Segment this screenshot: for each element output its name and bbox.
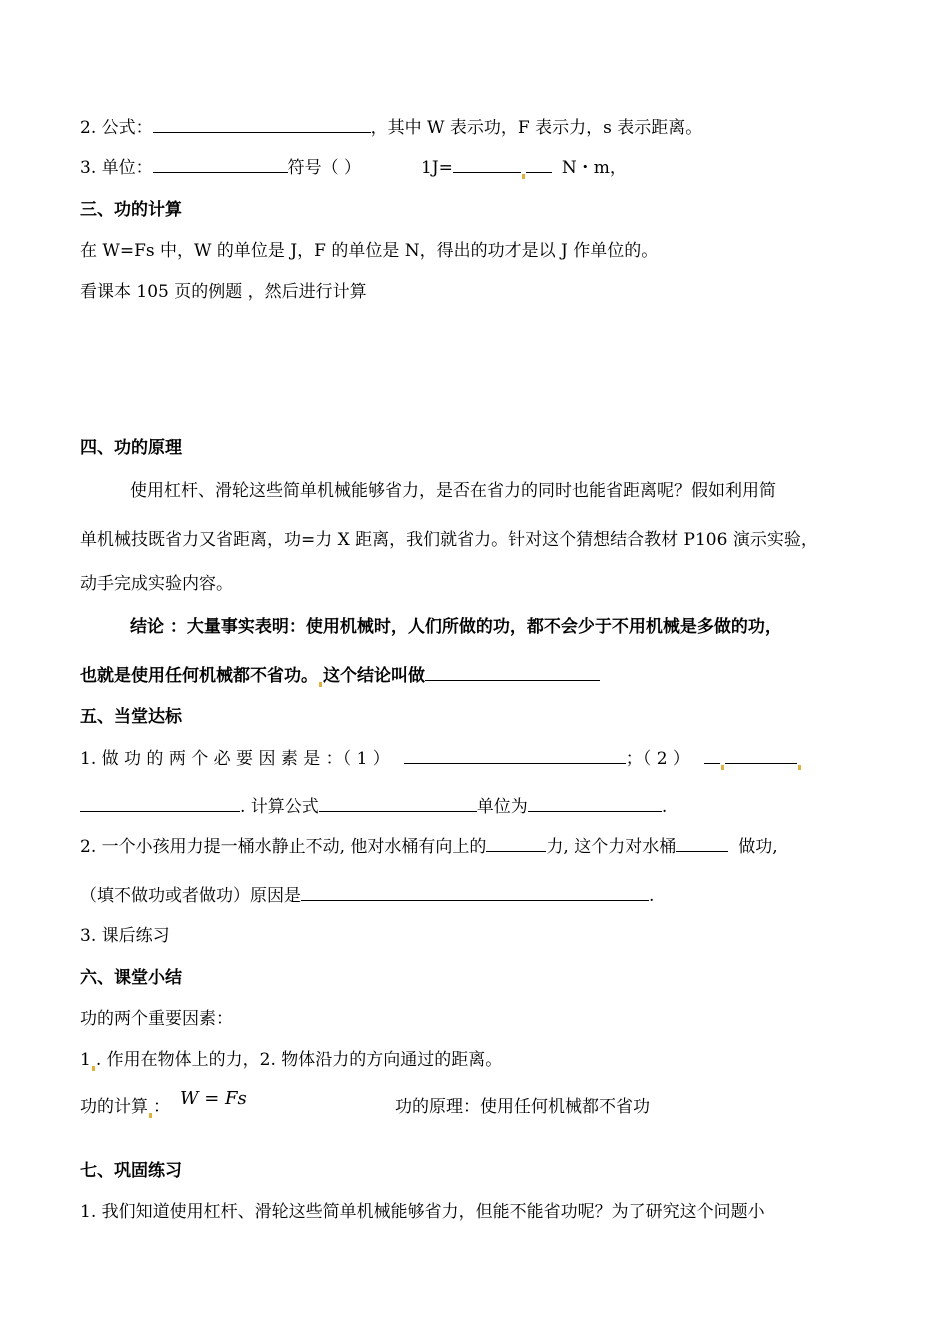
q1-end: . [661, 797, 668, 817]
formula-line [80, 116, 702, 139]
practice-p1: 1. 我们知道使用杠杆、滑轮这些简单机械能够省力，但能不能省功呢？为了研究这个问题小 [80, 1202, 765, 1222]
q2-blank-2[interactable] [676, 835, 728, 852]
conclusion-line-2 [80, 664, 600, 687]
section-3-p1: 在 W=Fs 中，W 的单位是 J，F 的单位是 N，得出的功才是以 J 作单位的。 [80, 241, 659, 261]
q2-reason-blank[interactable] [301, 884, 649, 901]
unit-1j: 1J= [421, 158, 453, 178]
calc-label: 功的计算 [80, 1097, 148, 1117]
conclusion-line-1: 结论 ：大量事实表明：使用机械时，人们所做的功，都不会少于不用机械是多做的功， [130, 617, 782, 637]
q3-line: 3. 课后练习 [80, 926, 170, 946]
section-4-p3: 动手完成实验内容。 [80, 574, 233, 594]
q2-text-3: 做功, [738, 837, 778, 857]
formula-prefix: 2. 公式： [80, 118, 153, 138]
mark-icon [149, 1113, 152, 1118]
q1-blank-2b[interactable] [725, 747, 797, 764]
unit-1j-blank-2[interactable] [526, 156, 552, 173]
section-7-heading: 七、巩固练习 [80, 1161, 182, 1181]
q1-formula-blank[interactable] [319, 795, 477, 812]
conclusion-text: 也就是使用任何机械都不省功。 [80, 666, 318, 686]
q1-blank-1[interactable] [404, 747, 626, 764]
work-formula: W = Fs [180, 1088, 247, 1109]
section-3-heading: 三、功的计算 [80, 200, 182, 220]
formula-suffix: ，其中 W 表示功，F 表示力，s 表示距离。 [370, 118, 703, 138]
q1-unit-blank[interactable] [528, 795, 662, 812]
q1-blank-2a[interactable] [704, 747, 720, 764]
unit-blank[interactable] [153, 156, 288, 173]
unit-line [80, 156, 627, 179]
section-4-heading: 四、功的原理 [80, 438, 182, 458]
section-4-p2-text: 单机械技既省力又省距离，功=力 X 距离，我们就省力。针对这个猜想结合教材 P106 演示实验， [80, 530, 818, 550]
section-6-heading: 六、课堂小结 [80, 968, 182, 988]
section-4-p1: 使用杠杆、滑轮这些简单机械能够省力，是否在省力的同时也能省距离呢？假如利用简 [130, 481, 776, 501]
conclusion-prompt: 这个结论叫做 [323, 666, 425, 686]
mark-icon [522, 174, 525, 179]
mark-icon [319, 682, 322, 687]
section-3-p2: 看课本 105 页的例题 ，然后进行计算 [80, 282, 367, 302]
q2-blank-1[interactable] [486, 835, 546, 852]
q2-end: . [649, 886, 655, 906]
summary-p1: 功的两个重要因素： [80, 1009, 233, 1029]
unit-prefix: 3. 单位： [80, 158, 153, 178]
unit-1j-blank[interactable] [453, 156, 521, 173]
q1-sep: ；（ 2 ） [625, 749, 690, 769]
q1-text: 1. 做 功 的 两 个 必 要 因 素 是 ：（ 1 ） [80, 749, 390, 769]
q1-blank-3[interactable] [80, 795, 240, 812]
q1-unit-label: 单位为 [476, 797, 528, 817]
mark-icon [92, 1066, 95, 1071]
q1-formula-label: . 计算公式 [240, 797, 319, 817]
mark-icon [798, 765, 801, 770]
section-5-heading: 五、当堂达标 [80, 707, 182, 727]
calc-colon: ： [153, 1097, 170, 1117]
summary-p2-text: . 作用在物体上的力，2. 物体沿力的方向通过的距离。 [95, 1050, 503, 1070]
q1-line-1 [80, 747, 802, 770]
q2-text-2: 力, 这个力对水桶 [546, 837, 677, 857]
q2-text-4: （填不做功或者做功）原因是 [80, 886, 301, 906]
summary-p2-num: 1 [80, 1050, 91, 1070]
q2-line-1 [80, 835, 778, 858]
unit-symbol: 符号（ ） [287, 158, 362, 178]
formula-blank[interactable] [153, 116, 371, 133]
section-4-p2 [80, 529, 818, 551]
work-principle: 功的原理：使用任何机械都不省功 [395, 1097, 650, 1117]
conclusion-blank[interactable] [425, 664, 600, 681]
unit-nm: N・m， [561, 158, 627, 178]
q1-line-2 [80, 795, 667, 818]
summary-calc [80, 1096, 170, 1118]
mark-icon [721, 765, 724, 770]
q2-line-2 [80, 884, 654, 907]
summary-p2 [80, 1049, 502, 1071]
q2-text: 2. 一个小孩用力提一桶水静止不动, 他对水桶有向上的 [80, 837, 487, 857]
